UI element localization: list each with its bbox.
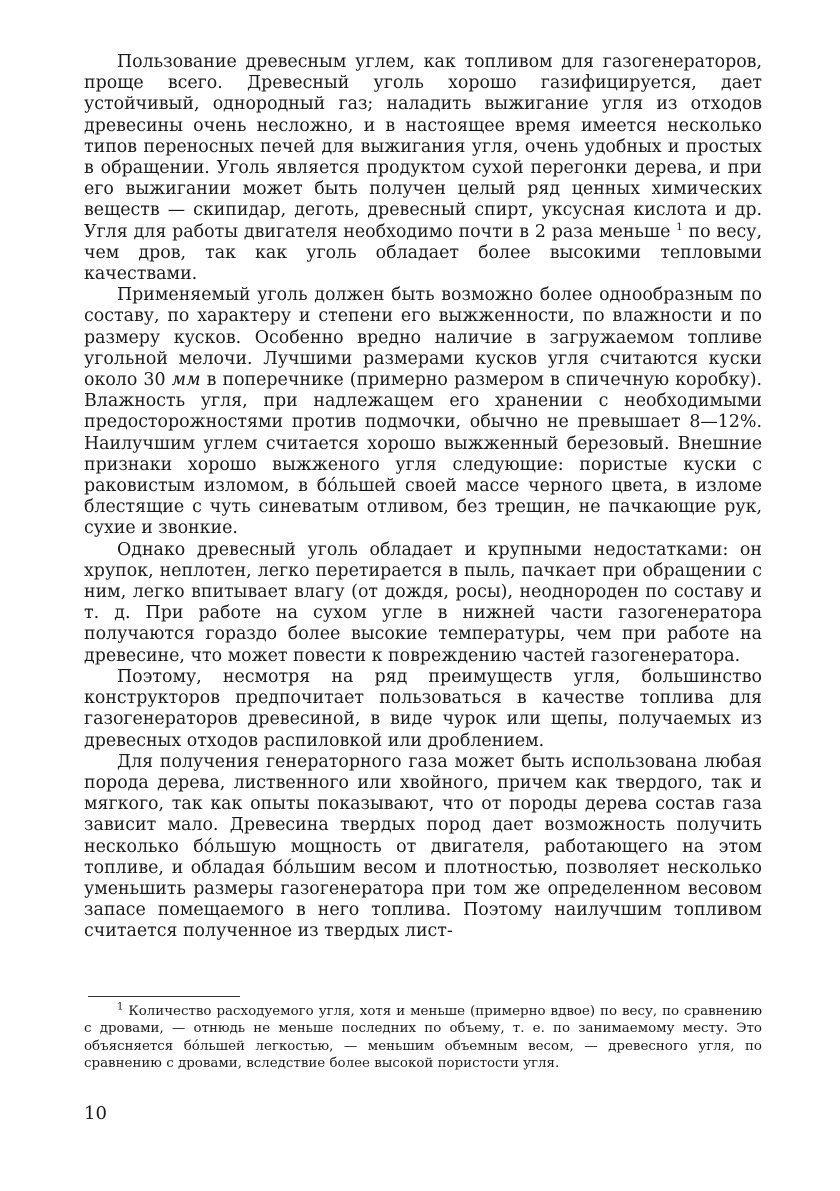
paragraph-1 [84, 52, 762, 285]
footnote-marker: 1 [117, 1001, 124, 1013]
footnotes [84, 1003, 762, 1073]
paragraph-2 [84, 285, 762, 539]
paragraph-text: Однако древесный уголь обладает и крупными недостатками: он хрупок, неплотен, легко перетирается в пыль, пачкает при обращении с ним, легко впитывает влагу (от дождя, росы), неоднороден по составу и т. д. При работе на сухом угле в нижней части газогенератора получаются гораздо более высокие температуры, чем при работе на древесине, что может повести к повреждению частей газогенератора. [84, 539, 762, 666]
footnote-text: Количество расходуемого угля, хотя и меньше (примерно вдвое) по весу, по сравнению с дровами, — отнюдь не меньше последних по объему, т. е. по занимаемому месту. Это объясняется бóльшей легкостью, — меньшим объемным весом, — древесного угля, по сравнению с дровами, вследствие более высокой пористости угля. [84, 1004, 762, 1072]
footnote-1 [84, 1003, 762, 1073]
paragraph-text: Пользование древесным углем, как топливом для газогенераторов, проще всего. Древесный уголь хорошо газифицируется, дает устойчивый, однородный газ; наладить выжигание угля из отходов древесины очень несложно, и в настоящее время имеется несколько типов переносных печей для выжигания угля, очень удобных и простых в обращении. Уголь является продуктом сухой перегонки дерева, и при его выжигании может быть получен целый ряд ценных химических веществ — скипидар, деготь, древесный спирт, уксусная кислота и др. Угля для работы двигателя необходимо почти в 2 раза меньше [84, 52, 762, 242]
footnote-divider [88, 996, 240, 997]
footnote-reference[interactable]: 1 [676, 221, 683, 233]
paragraph-text: в поперечнике (примерно размером в спичечную коробку). Влажность угля, при надлежащем его хранении с необходимыми предосторожностями против подмочки, обычно не превышает 8—12%. Наилучшим углем считается хорошо выжженный березовый. Внешние признаки хорошо выжженого угля следующие: пористые куски с раковистым изломом, в бóльшей своей массе черного цвета, в изломе блестящие с чуть синеватым отливом, без трещин, не пачкающие рук, сухие и звонкие. [84, 370, 763, 539]
paragraph-text: Применяемый уголь должен быть возможно более однообразным по составу, по характеру и степени его выжженности, по влажности и по размеру кусков. Особенно вредно наличие в загружаемом топливе угольной мелочи. Лучшими размерами кусков угля считаются куски около 30 [84, 285, 762, 391]
unit-mm: мм [171, 370, 201, 391]
paragraph-text: по весу, чем дров, так как уголь обладает более высокими тепловыми качествами. [84, 221, 762, 285]
paragraph-text: Для получения генераторного газа может быть использована любая порода дерева, лиственного или хвойного, причем как твердого, так и мягкого, так как опыты показывают, что от породы дерева состав газа зависит мало. Древесина твердых пород дает возможность получить несколько бóльшую мощность от двигателя, работающего на этом топливе, и обладая бóльшим весом и плотностью, позволяет несколько уменьшить размеры газогенератора при том же определенном весовом запасе помещаемого в него топлива. Поэтому наилучшим топливом считается полученное из твердых лист- [84, 751, 762, 942]
paragraph-text: Поэтому, несмотря на ряд преимуществ угля, большинство конструкторов предпочитает пользоваться в качестве топлива для газогенераторов древесиной, в виде чурок или щепы, получаемых из древесных отходов распиловкой или дроблением. [84, 666, 762, 751]
main-text [84, 52, 762, 943]
page-number: 10 [84, 1103, 107, 1124]
paragraph-4 [84, 667, 762, 752]
paragraph-3 [84, 540, 762, 667]
paragraph-5 [84, 752, 762, 943]
